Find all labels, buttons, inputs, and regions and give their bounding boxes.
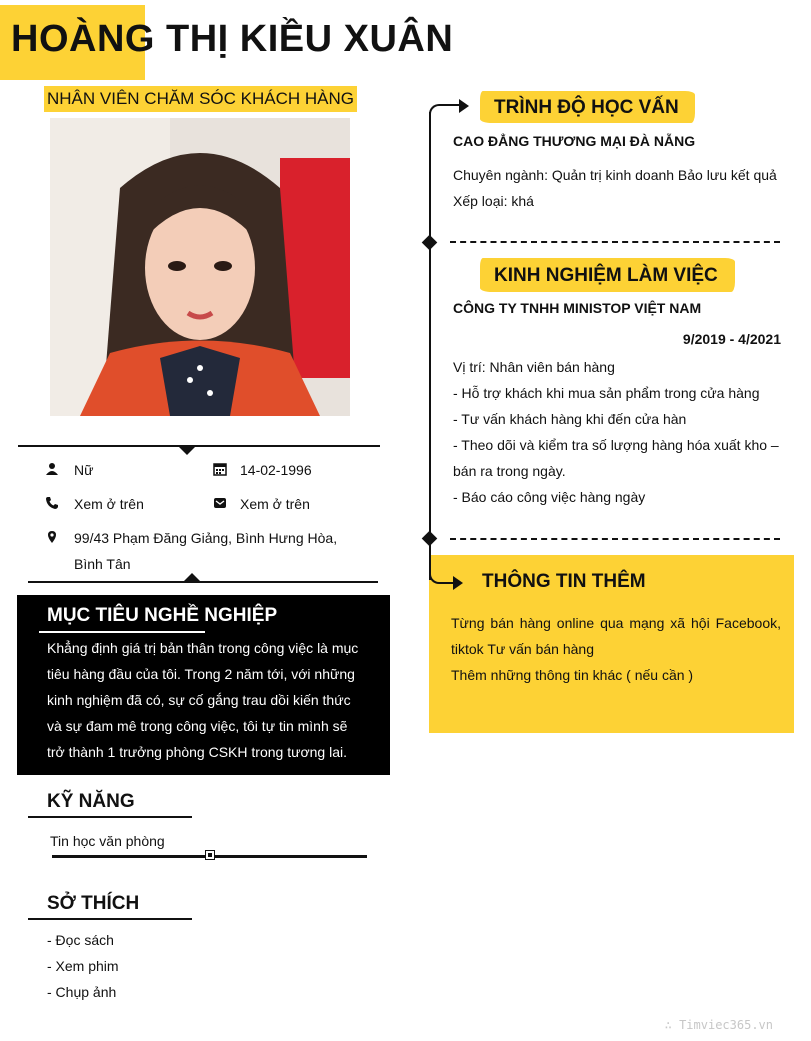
info-bottom-divider: [28, 581, 378, 583]
hobbies-underline: [28, 918, 192, 920]
objective-line: kinh nghiệm đã có, sự cố gắng trau dồi kiến thức: [47, 692, 351, 708]
experience-line: bán ra trong ngày.: [453, 463, 566, 479]
objective-line: trở thành 1 trưởng phòng CSKH trong tương lai.: [47, 744, 347, 760]
hobby-item: - Xem phim: [47, 958, 119, 974]
timeline-line: [429, 112, 431, 580]
extra-info-line: Thêm những thông tin khác ( nếu cần ): [451, 667, 694, 683]
education-title: TRÌNH ĐỘ HỌC VẤN: [494, 97, 679, 118]
experience-company: CÔNG TY TNHH MINISTOP VIỆT NAM: [453, 300, 702, 316]
objective-underline: [39, 631, 205, 633]
skills-underline: [28, 816, 192, 818]
calendar-icon: [213, 462, 227, 476]
education-rank: Xếp loại: khá: [453, 193, 534, 209]
profile-photo: [50, 118, 350, 416]
extra-info-line: tiktok Tư vấn bán hàng: [451, 641, 594, 657]
extra-info-line: Từng bán hàng online qua mạng xã hội Facebook,: [451, 615, 781, 631]
experience-line: Vị trí: Nhân viên bán hàng: [453, 359, 615, 375]
objective-title: MỤC TIÊU NGHỀ NGHIỆP: [47, 605, 278, 626]
hobbies-title: SỞ THÍCH: [47, 893, 140, 914]
email: Xem ở trên: [240, 496, 310, 512]
watermark: [665, 1018, 773, 1032]
objective-text: [47, 635, 365, 765]
timeline-diamond: [422, 531, 438, 547]
birthday: 14-02-1996: [240, 462, 312, 478]
education-major: Chuyên ngành: Quản trị kinh doanh Bảo lưu kết quả: [453, 167, 777, 183]
phone-icon: [45, 496, 59, 510]
watermark-text: Timviec365.vn: [679, 1018, 773, 1032]
education-school: CAO ĐẲNG THƯƠNG MẠI ĐÀ NẴNG: [453, 133, 696, 149]
experience-title: KINH NGHIỆM LÀM VIỆC: [494, 265, 718, 286]
skill-level-knob: [205, 850, 215, 860]
objective-line: Khẳng định giá trị bản thân trong công việc là mục: [47, 640, 359, 656]
hobby-item: - Đọc sách: [47, 932, 114, 948]
experience-line: - Hỗ trợ khách khi mua sản phẩm trong cửa hàng: [453, 385, 760, 401]
mail-icon: [213, 496, 227, 510]
timeline-arrow-education: [459, 99, 469, 113]
info-top-divider: [18, 445, 380, 447]
experience-details: [453, 354, 781, 510]
skills-title: KỸ NĂNG: [47, 791, 135, 812]
divider-arrow-down: [179, 447, 195, 455]
user-icon: [45, 462, 59, 476]
address-line-2: Bình Tân: [74, 556, 131, 572]
skill-name: Tin học văn phòng: [50, 833, 165, 849]
objective-line: tiêu hàng đầu của tôi. Trong 2 năm tới, với những: [47, 666, 355, 682]
experience-line: - Theo dõi và kiểm tra số lượng hàng hóa xuất kho –: [453, 437, 779, 453]
timeline-top-hook: [429, 104, 459, 114]
experience-line: - Tư vấn khách hàng khi đến cửa hàn: [453, 411, 687, 427]
phone: Xem ở trên: [74, 496, 144, 512]
gender: Nữ: [74, 462, 94, 478]
section-dashed-divider: [450, 241, 780, 243]
timeline-arrow-extra: [453, 576, 463, 590]
address-line-1: 99/43 Phạm Đăng Giảng, Bình Hưng Hòa,: [74, 530, 338, 546]
timeline-diamond: [422, 235, 438, 251]
objective-line: và sự đam mê trong công việc, tôi tự tin mình sẽ: [47, 718, 348, 734]
position-title: NHÂN VIÊN CHĂM SÓC KHÁCH HÀNG: [44, 86, 357, 112]
divider-arrow-up: [184, 573, 200, 581]
candidate-name: HOÀNG THỊ KIỀU XUÂN: [11, 18, 454, 60]
experience-line: - Báo cáo công việc hàng ngày: [453, 489, 646, 505]
extra-info-title: THÔNG TIN THÊM: [482, 571, 646, 592]
experience-period: 9/2019 - 4/2021: [682, 331, 781, 347]
objective-block: [17, 595, 390, 775]
hobby-item: - Chụp ảnh: [47, 984, 117, 1000]
watermark-dots-icon: ∴: [664, 1018, 680, 1032]
location-pin-icon: [45, 530, 59, 544]
section-dashed-divider: [450, 538, 780, 540]
